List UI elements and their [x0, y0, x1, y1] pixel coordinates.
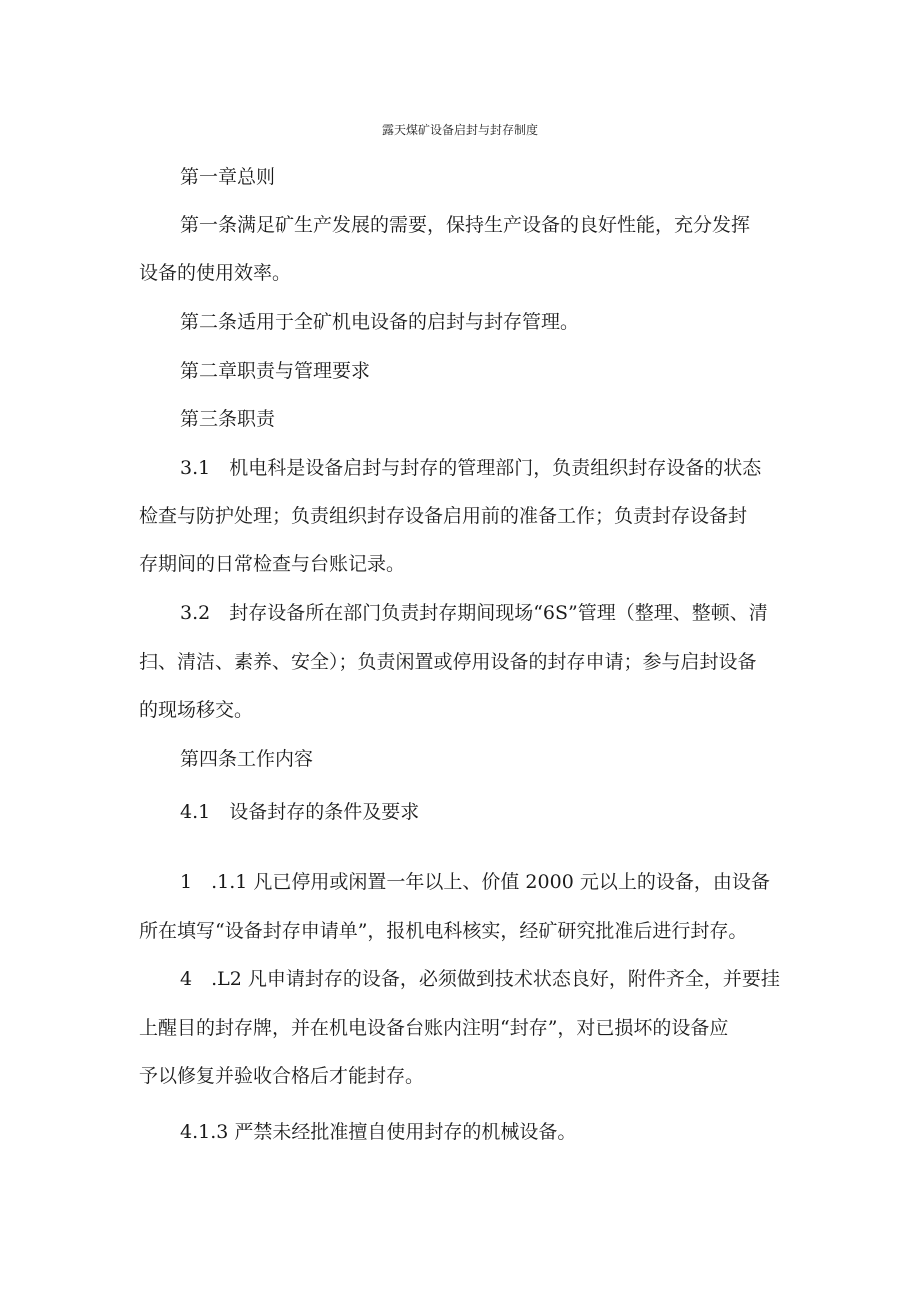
clause-4-1-2-line-3: 予以修复并验收合格后才能封存。	[139, 1065, 425, 1087]
article-4-heading: 第四条工作内容	[180, 748, 314, 770]
clause-3-1-line-1: 3.1 机电科是设备启封与封存的管理部门，负责组织封存设备的状态	[180, 457, 762, 479]
clause-4-1-heading: 4.1 设备封存的条件及要求	[180, 801, 420, 823]
article-1-line-2: 设备的使用效率。	[139, 262, 292, 284]
document-title: 露天煤矿设备启封与封存制度	[381, 123, 538, 137]
clause-4-1-1-line-2: 所在填写“设备封存申请单”，报机电科核实，经矿研究批准后进行封存。	[139, 920, 748, 942]
clause-4-1-2-line-1: 4 .L2 凡申请封存的设备，必须做到技术状态良好，附件齐全，并要挂	[180, 968, 780, 990]
clause-3-1-line-2: 检查与防护处理；负责组织封存设备启用前的准备工作；负责封存设备封	[139, 505, 748, 527]
article-3-heading: 第三条职责	[180, 408, 276, 430]
clause-3-2-line-2: 扫、清洁、素养、安全）；负责闲置或停用设备的封存申请；参与启封设备	[139, 651, 757, 673]
article-2: 第二条适用于全矿机电设备的启封与封存管理。	[180, 311, 580, 333]
chapter-1-heading: 第一章总则	[180, 166, 276, 188]
chapter-2-heading: 第二章职责与管理要求	[180, 360, 371, 382]
clause-3-1-line-3: 存期间的日常检查与台账记录。	[139, 553, 406, 575]
clause-3-2-line-3: 的现场移交。	[139, 699, 254, 721]
article-1-line-1: 第一条满足矿生产发展的需要，保持生产设备的良好性能，充分发挥	[180, 214, 751, 236]
clause-3-2-line-1: 3.2 封存设备所在部门负责封存期间现场“6S”管理（整理、整顿、清	[180, 602, 768, 624]
clause-4-1-2-line-2: 上醒目的封存牌，并在机电设备台账内注明“封存”，对已损坏的设备应	[139, 1017, 729, 1039]
clause-4-1-1-line-1: 1 .1.1 凡已停用或闲置一年以上、价值 2000 元以上的设备，由设备	[180, 871, 770, 893]
clause-4-1-3: 4.1.3 严禁未经批准擅自使用封存的机械设备。	[180, 1121, 577, 1143]
